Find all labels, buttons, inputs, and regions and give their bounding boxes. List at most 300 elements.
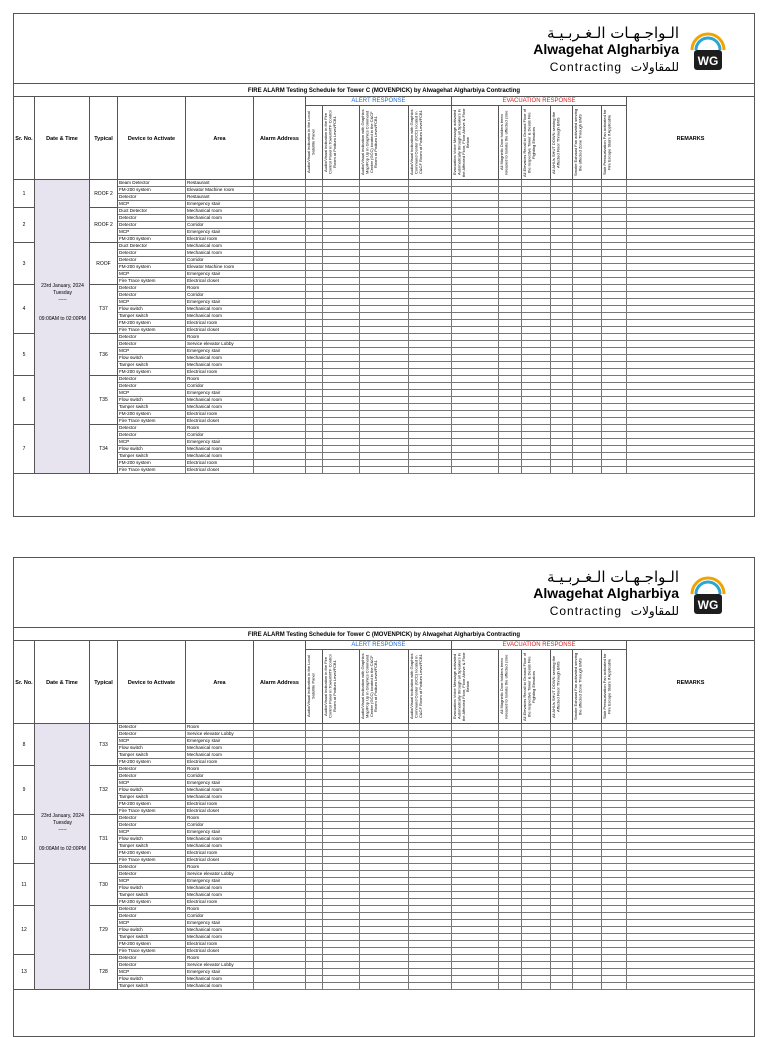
check-cell [522, 787, 551, 794]
check-cell [627, 425, 754, 432]
check-cell [499, 857, 522, 864]
area-cell: Electrical room [186, 460, 254, 467]
check-cell [499, 446, 522, 453]
check-cell [602, 808, 627, 815]
check-cell [306, 752, 323, 759]
check-cell [452, 745, 499, 752]
device-cell: MCP [118, 780, 186, 787]
check-cell [522, 731, 551, 738]
check-cell [522, 397, 551, 404]
check-cell [254, 801, 306, 808]
check-cell [499, 850, 522, 857]
check-cell [522, 752, 551, 759]
check-cell [409, 411, 452, 418]
header-remarks: REMARKS [676, 135, 705, 142]
check-cell [602, 446, 627, 453]
check-cell [499, 871, 522, 878]
check-cell [360, 892, 409, 899]
check-cell [452, 878, 499, 885]
check-cell [522, 955, 551, 962]
check-cell [306, 383, 323, 390]
check-cell [602, 404, 627, 411]
area-cell: Mechanical room [186, 446, 254, 453]
table-row [14, 208, 754, 215]
header-evacuation-text: Evacuation Voice Message activated Automatically through all Speakers in the Affected Floor, Floor Above & Floor Below [452, 652, 471, 721]
check-cell [522, 759, 551, 766]
device-cell: Flow switch [118, 306, 186, 313]
check-cell [602, 738, 627, 745]
check-cell [602, 836, 627, 843]
check-cell [522, 425, 551, 432]
check-cell [360, 362, 409, 369]
check-cell [360, 934, 409, 941]
check-cell [602, 334, 627, 341]
check-cell [360, 215, 409, 222]
check-cell [627, 432, 754, 439]
check-cell [360, 969, 409, 976]
check-cell [627, 934, 754, 941]
table-row [14, 432, 754, 439]
check-cell [452, 187, 499, 194]
company-english-name: Alwagehat Algharbiya [533, 585, 679, 601]
area-cell: Emergency stair [186, 738, 254, 745]
header-alert-col [360, 650, 409, 724]
check-cell [551, 215, 573, 222]
table-row [14, 348, 754, 355]
check-cell [499, 411, 522, 418]
company-logo-icon [688, 28, 728, 72]
header-evacuation-col [452, 650, 499, 724]
check-cell [323, 411, 360, 418]
check-cell [452, 250, 499, 257]
device-cell: Detector [118, 906, 186, 913]
check-cell [573, 913, 602, 920]
typical-floor-cell: ROOF 2 [90, 208, 118, 243]
check-cell [409, 390, 452, 397]
check-cell [254, 759, 306, 766]
table-row [14, 871, 754, 878]
check-cell [627, 341, 754, 348]
check-cell [602, 397, 627, 404]
table-row [14, 397, 754, 404]
table-row [14, 467, 754, 474]
check-cell [254, 864, 306, 871]
check-cell [627, 201, 754, 208]
check-cell [602, 759, 627, 766]
check-cell [499, 313, 522, 320]
check-cell [551, 871, 573, 878]
check-cell [306, 794, 323, 801]
check-cell [573, 334, 602, 341]
check-cell [452, 327, 499, 334]
table-row [14, 976, 754, 983]
date-text: 23rd January, 2024 Tuesday [41, 283, 84, 296]
check-cell [522, 187, 551, 194]
check-cell [499, 878, 522, 885]
check-cell [499, 815, 522, 822]
check-cell [409, 913, 452, 920]
check-cell [360, 773, 409, 780]
check-cell [452, 306, 499, 313]
check-cell [360, 724, 409, 731]
check-cell [522, 250, 551, 257]
check-cell [409, 201, 452, 208]
device-cell: Beam Detector [118, 180, 186, 187]
check-cell [452, 460, 499, 467]
check-cell [602, 955, 627, 962]
check-cell [602, 453, 627, 460]
check-cell [323, 404, 360, 411]
header-alert-col [409, 106, 452, 180]
check-cell [306, 439, 323, 446]
serial-number-cell: 13 [14, 955, 35, 990]
check-cell [452, 264, 499, 271]
check-cell [323, 369, 360, 376]
check-cell [499, 194, 522, 201]
check-cell [499, 222, 522, 229]
check-cell [522, 285, 551, 292]
check-cell [452, 808, 499, 815]
check-cell [627, 453, 754, 460]
check-cell [452, 201, 499, 208]
check-cell [360, 927, 409, 934]
check-cell [323, 724, 360, 731]
check-cell [602, 752, 627, 759]
check-cell [360, 425, 409, 432]
check-cell [306, 808, 323, 815]
device-cell: Detector [118, 822, 186, 829]
check-cell [522, 871, 551, 878]
device-cell: Fire Trace system [118, 278, 186, 285]
check-cell [323, 780, 360, 787]
check-cell [409, 446, 452, 453]
check-cell [323, 752, 360, 759]
check-cell [499, 780, 522, 787]
check-cell [627, 397, 754, 404]
check-cell [602, 787, 627, 794]
check-cell [409, 976, 452, 983]
check-cell [573, 243, 602, 250]
check-cell [360, 759, 409, 766]
check-cell [551, 264, 573, 271]
check-cell [409, 864, 452, 871]
check-cell [573, 306, 602, 313]
typical-floor-cell: T29 [90, 906, 118, 955]
check-cell [254, 285, 306, 292]
device-cell: Detector [118, 383, 186, 390]
header-typical: Typical [90, 97, 118, 180]
area-cell: Restaurant [186, 180, 254, 187]
table-row [14, 927, 754, 934]
check-cell [254, 201, 306, 208]
check-cell [499, 390, 522, 397]
check-cell [573, 738, 602, 745]
check-cell [573, 285, 602, 292]
check-cell [522, 369, 551, 376]
check-cell [360, 941, 409, 948]
check-cell [573, 271, 602, 278]
check-cell [499, 864, 522, 871]
check-cell [602, 920, 627, 927]
check-cell [573, 376, 602, 383]
check-cell [602, 801, 627, 808]
check-cell [409, 327, 452, 334]
table-row [14, 285, 754, 292]
check-cell [551, 948, 573, 955]
check-cell [254, 243, 306, 250]
check-cell [627, 948, 754, 955]
schedule-page-2 [13, 557, 755, 1037]
table-row [14, 194, 754, 201]
check-cell [409, 348, 452, 355]
device-cell: Detector [118, 334, 186, 341]
check-cell [499, 250, 522, 257]
check-cell [360, 348, 409, 355]
check-cell [627, 927, 754, 934]
check-cell [254, 843, 306, 850]
area-cell: Room [186, 864, 254, 871]
check-cell [602, 941, 627, 948]
check-cell [409, 257, 452, 264]
check-cell [522, 850, 551, 857]
check-cell [360, 243, 409, 250]
check-cell [323, 885, 360, 892]
check-cell [254, 425, 306, 432]
table-row [14, 920, 754, 927]
check-cell [573, 264, 602, 271]
check-cell [452, 885, 499, 892]
date-separator: ----- [58, 297, 67, 303]
area-cell: Elevator Machine room [186, 187, 254, 194]
check-cell [360, 264, 409, 271]
check-cell [499, 822, 522, 829]
check-cell [602, 390, 627, 397]
check-cell [551, 878, 573, 885]
check-cell [409, 376, 452, 383]
check-cell [551, 759, 573, 766]
check-cell [323, 934, 360, 941]
check-cell [409, 731, 452, 738]
check-cell [551, 962, 573, 969]
device-cell: Tamper switch [118, 362, 186, 369]
check-cell [323, 787, 360, 794]
table-row [14, 773, 754, 780]
check-cell [452, 383, 499, 390]
serial-number-cell: 3 [14, 243, 35, 285]
table-row [14, 731, 754, 738]
document-title: FIRE ALARM Testing Schedule for Tower C (MOVENPICK) by Alwagehat Algharbiya Contracting [14, 85, 754, 97]
area-cell: Room [186, 724, 254, 731]
check-cell [551, 941, 573, 948]
area-cell: Electrical room [186, 236, 254, 243]
check-cell [452, 948, 499, 955]
area-cell: Mechanical room [186, 745, 254, 752]
check-cell [627, 194, 754, 201]
header-typical: Typical [90, 641, 118, 724]
check-cell [602, 983, 627, 990]
check-cell [573, 822, 602, 829]
check-cell [306, 397, 323, 404]
typical-floor-cell: T31 [90, 815, 118, 864]
check-cell [573, 425, 602, 432]
check-cell [323, 948, 360, 955]
check-cell [360, 829, 409, 836]
check-cell [254, 948, 306, 955]
check-cell [573, 208, 602, 215]
area-cell: Electrical closet [186, 808, 254, 815]
check-cell [573, 404, 602, 411]
check-cell [551, 745, 573, 752]
check-cell [573, 955, 602, 962]
check-cell [254, 934, 306, 941]
check-cell [602, 906, 627, 913]
check-cell [551, 187, 573, 194]
check-cell [254, 752, 306, 759]
check-cell [499, 766, 522, 773]
check-cell [306, 236, 323, 243]
check-cell [360, 229, 409, 236]
date-text: 23rd January, 2024 Tuesday [41, 813, 84, 826]
check-cell [602, 822, 627, 829]
header-alert-response: ALERT RESPONSE [306, 97, 452, 106]
header-alert-col [323, 650, 360, 724]
device-cell: MCP [118, 439, 186, 446]
check-cell [409, 920, 452, 927]
check-cell [573, 257, 602, 264]
check-cell [551, 467, 573, 474]
check-cell [360, 843, 409, 850]
area-cell: Service elevator Lobby [186, 871, 254, 878]
header-evacuation-text: Stair Pressurization Fan activated for Fire Escape Stairs if Applicable [602, 109, 612, 176]
typical-floor-cell: T33 [90, 724, 118, 766]
check-cell [306, 264, 323, 271]
table-row [14, 969, 754, 976]
table-row [14, 411, 754, 418]
check-cell [323, 383, 360, 390]
check-cell [602, 278, 627, 285]
check-cell [452, 899, 499, 906]
check-cell [254, 341, 306, 348]
check-cell [323, 250, 360, 257]
area-cell: Electrical room [186, 850, 254, 857]
check-cell [551, 850, 573, 857]
check-cell [499, 348, 522, 355]
check-cell [409, 194, 452, 201]
check-cell [602, 724, 627, 731]
check-cell [360, 948, 409, 955]
check-cell [409, 369, 452, 376]
check-cell [323, 927, 360, 934]
check-cell [452, 780, 499, 787]
area-cell: Mechanical room [186, 355, 254, 362]
check-cell [306, 731, 323, 738]
check-cell [409, 899, 452, 906]
check-cell [627, 411, 754, 418]
table-row [14, 439, 754, 446]
check-cell [522, 390, 551, 397]
check-cell [499, 341, 522, 348]
check-cell [602, 843, 627, 850]
device-cell: MCP [118, 299, 186, 306]
check-cell [551, 341, 573, 348]
check-cell [551, 334, 573, 341]
table-row [14, 278, 754, 285]
check-cell [306, 320, 323, 327]
check-cell [409, 362, 452, 369]
check-cell [602, 313, 627, 320]
check-cell [627, 292, 754, 299]
check-cell [306, 745, 323, 752]
table-row [14, 780, 754, 787]
check-cell [409, 397, 452, 404]
check-cell [360, 432, 409, 439]
check-cell [306, 292, 323, 299]
check-cell [452, 467, 499, 474]
check-cell [627, 299, 754, 306]
check-cell [573, 460, 602, 467]
check-cell [602, 829, 627, 836]
check-cell [360, 885, 409, 892]
area-cell: Room [186, 906, 254, 913]
device-cell: MCP [118, 201, 186, 208]
document-title: FIRE ALARM Testing Schedule for Tower C (MOVENPICK) by Alwagehat Algharbiya Contracting [14, 629, 754, 641]
header-evacuation-col [602, 650, 627, 724]
table-row [14, 425, 754, 432]
check-cell [522, 229, 551, 236]
check-cell [522, 948, 551, 955]
check-cell [499, 271, 522, 278]
header-evacuation-col [522, 650, 551, 724]
table-row [14, 885, 754, 892]
check-cell [360, 745, 409, 752]
check-cell [452, 731, 499, 738]
table-row [14, 864, 754, 871]
area-cell: Emergency stair [186, 201, 254, 208]
header-evacuation-text: Evacuation Voice Message activated Automatically through all Speakers in the Affected Floor, Floor Above & Floor Below [452, 108, 471, 177]
check-cell [409, 432, 452, 439]
check-cell [573, 843, 602, 850]
check-cell [360, 383, 409, 390]
check-cell [323, 906, 360, 913]
check-cell [452, 822, 499, 829]
area-cell: Electrical room [186, 941, 254, 948]
header-date: Date & Time [35, 97, 90, 180]
area-cell: Corridor [186, 773, 254, 780]
header-alert-text: Audio/Visual indication with Graphics Command Center (GCC) located in C&CF Room at Podium Level/FCB1 [409, 653, 423, 720]
check-cell [499, 906, 522, 913]
check-cell [452, 257, 499, 264]
check-cell [499, 836, 522, 843]
check-cell [602, 306, 627, 313]
table-row [14, 906, 754, 913]
check-cell [409, 941, 452, 948]
check-cell [573, 906, 602, 913]
check-cell [409, 885, 452, 892]
check-cell [254, 264, 306, 271]
check-cell [360, 787, 409, 794]
check-cell [323, 794, 360, 801]
area-cell: Mechanical room [186, 243, 254, 250]
check-cell [522, 899, 551, 906]
check-cell [573, 348, 602, 355]
check-cell [452, 334, 499, 341]
header-alert-text: Audio/Visual indication in the Local Satellite Panel [306, 111, 316, 174]
check-cell [254, 787, 306, 794]
check-cell [627, 808, 754, 815]
check-cell [323, 738, 360, 745]
check-cell [323, 180, 360, 187]
check-cell [254, 404, 306, 411]
